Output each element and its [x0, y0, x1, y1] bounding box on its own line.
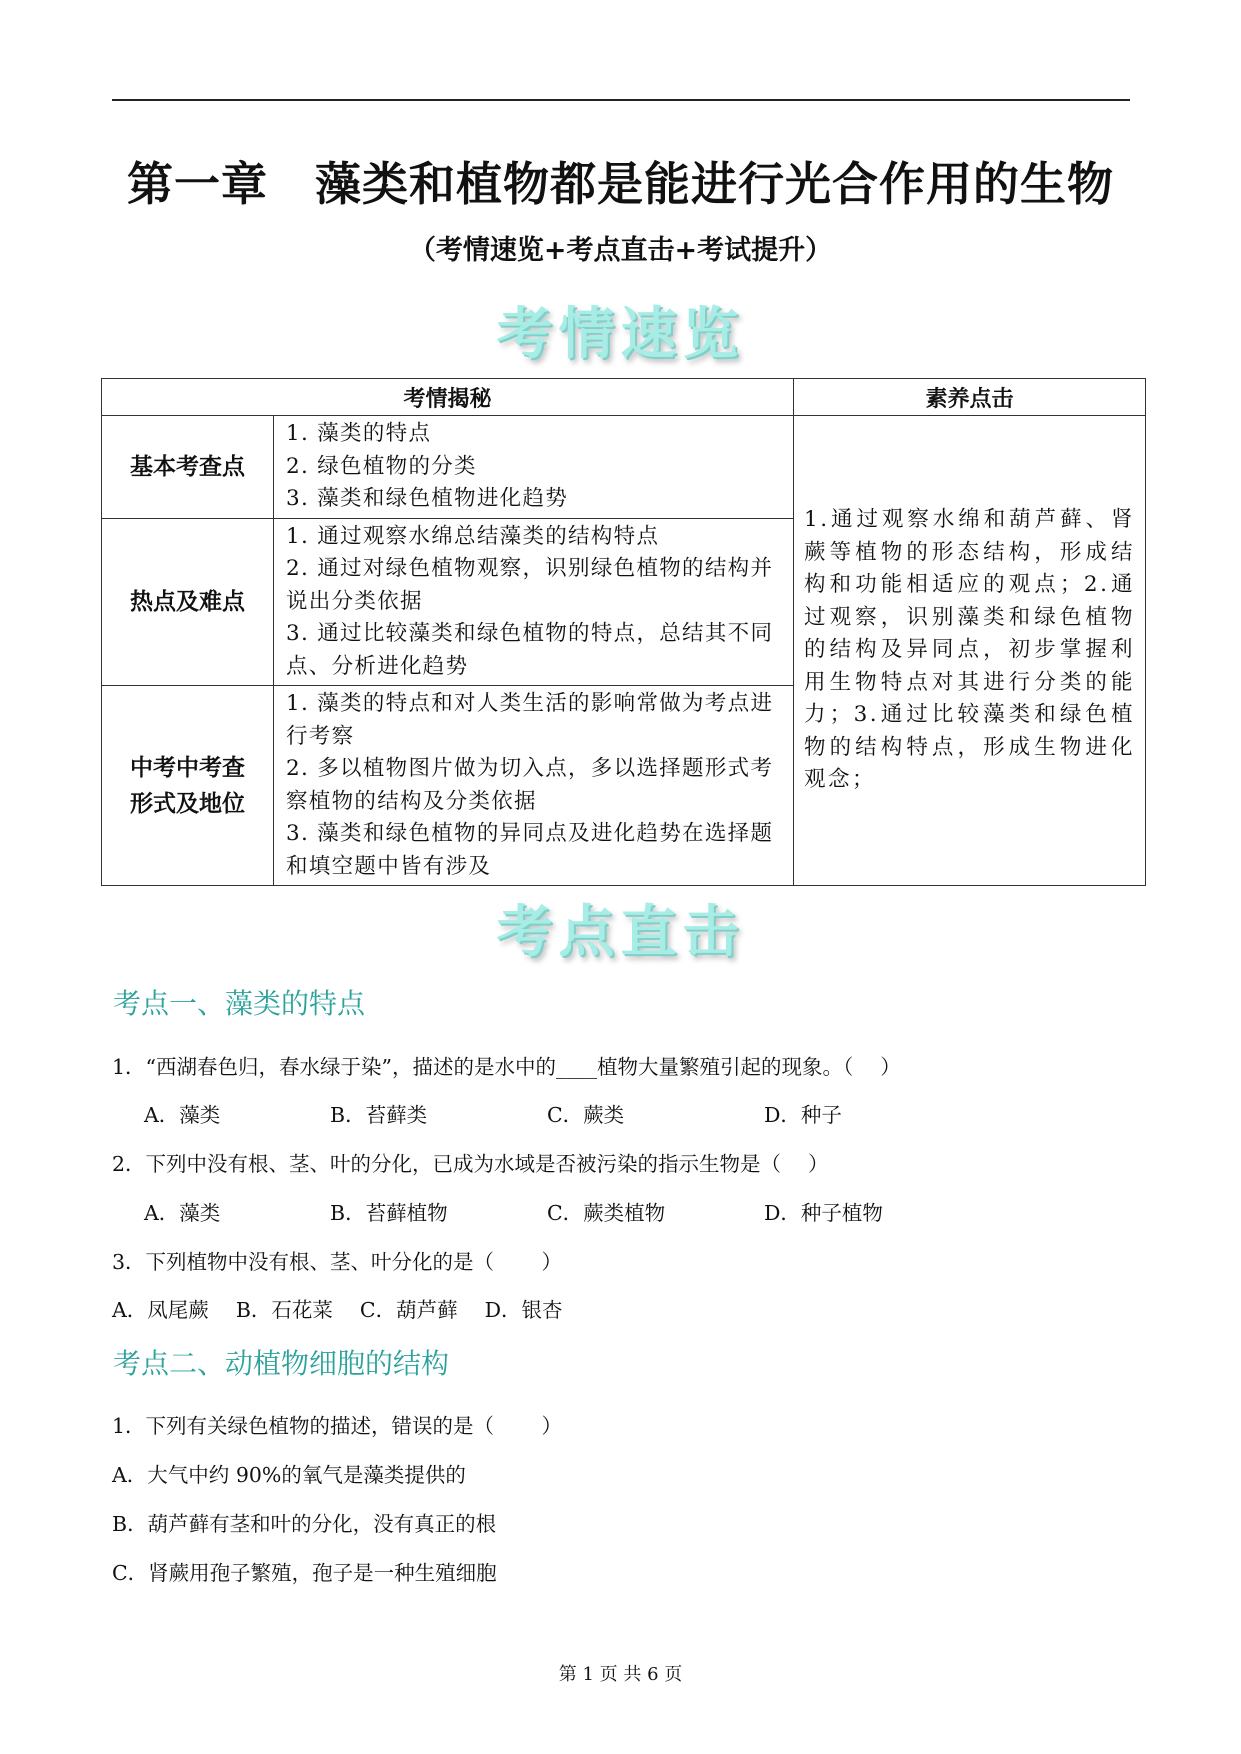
row-label-line: 中考中考查 — [130, 754, 245, 781]
question-stem: 3．下列植物中没有根、茎、叶分化的是（ ） — [112, 1250, 563, 1274]
row-content — [274, 686, 794, 886]
content-line: 3. 藻类和绿色植物进化趋势 — [286, 486, 569, 511]
option-b: B．苔藓类 — [330, 1103, 428, 1127]
section-heading-2: 考点二、动植物细胞的结构 — [113, 1347, 450, 1380]
exam-overview-table — [101, 378, 1146, 886]
banner-key-points: 考点直击 — [496, 899, 745, 965]
option-c: C．蕨类 — [547, 1103, 625, 1127]
option-b: B．葫芦藓有茎和叶的分化，没有真正的根 — [112, 1512, 497, 1536]
page-number: 第 1 页 共 6 页 — [558, 1664, 683, 1685]
content-line: 2. 通过对绿色植物观察，识别绿色植物的结构并说出分类依据 — [286, 556, 774, 614]
row-label: 基本考查点 — [102, 416, 274, 519]
content-line: 2. 绿色植物的分类 — [286, 453, 477, 479]
header-literacy: 素养点击 — [794, 379, 1146, 416]
option-d: D．种子 — [764, 1103, 842, 1127]
content-line: 2. 多以植物图片做为切入点，多以选择题形式考察植物的结构及分类依据 — [286, 756, 774, 814]
chapter-title: 第一章 藻类和植物都是能进行光合作用的生物 — [127, 157, 1114, 211]
option-a: A．藻类 — [144, 1201, 221, 1225]
option-a: A．大气中约 90%的氧气是藻类提供的 — [112, 1463, 466, 1487]
content-line: 1. 通过观察水绵总结藻类的结构特点 — [286, 523, 660, 549]
question-stem: 2．下列中没有根、茎、叶的分化，已成为水域是否被污染的指示生物是（ ） — [112, 1152, 829, 1176]
row-label-line: 形式及地位 — [130, 790, 245, 817]
chapter-subtitle: （考情速览+考点直击+考试提升） — [408, 235, 833, 266]
question-stem: 1．“西湖春色归，春水绿于染”，描述的是水中的____植物大量繁殖引起的现象。（ ） — [112, 1055, 901, 1079]
content-line: 1. 藻类的特点 — [286, 421, 432, 446]
row-label — [102, 686, 274, 886]
content-line: 1. 藻类的特点和对人类生活的影响常做为考点进行考察 — [286, 691, 774, 749]
content-line: 3. 藻类和绿色植物的异同点及进化趋势在选择题和填空题中皆有涉及 — [286, 821, 774, 879]
option-c: C．蕨类植物 — [547, 1201, 666, 1225]
literacy-content: 1.通过观察水绵和葫芦藓、肾蕨等植物的形态结构，形成结构和功能相适应的观点；2.通过观察，识别藻类和绿色植物的结构及异同点，初步掌握利用生物特点对其进行分类的能力；3.通过比较藻类和绿色植物的结构特点，形成生物进化观念； — [794, 416, 1146, 886]
option-d: D．种子植物 — [764, 1201, 883, 1225]
option-a: A．藻类 — [144, 1103, 221, 1127]
option-c: C．肾蕨用孢子繁殖，孢子是一种生殖细胞 — [112, 1561, 497, 1585]
option-b: B．苔藓植物 — [330, 1201, 448, 1225]
question-options-inline: A．凤尾蕨 B．石花菜 C．葫芦藓 D．银杏 — [112, 1298, 563, 1322]
table-header-row — [102, 379, 1146, 416]
table-row — [102, 416, 1146, 519]
section-heading-1: 考点一、藻类的特点 — [113, 987, 366, 1020]
content-line: 3. 通过比较藻类和绿色植物的特点，总结其不同点、分析进化趋势 — [286, 621, 774, 679]
row-content — [274, 416, 794, 519]
row-content — [274, 518, 794, 686]
banner-exam-overview: 考情速览 — [496, 301, 745, 367]
header-exam-secrets: 考情揭秘 — [102, 379, 794, 416]
row-label: 热点及难点 — [102, 518, 274, 686]
question-stem: 1．下列有关绿色植物的描述，错误的是（ ） — [112, 1414, 563, 1438]
header-rule — [112, 99, 1130, 101]
